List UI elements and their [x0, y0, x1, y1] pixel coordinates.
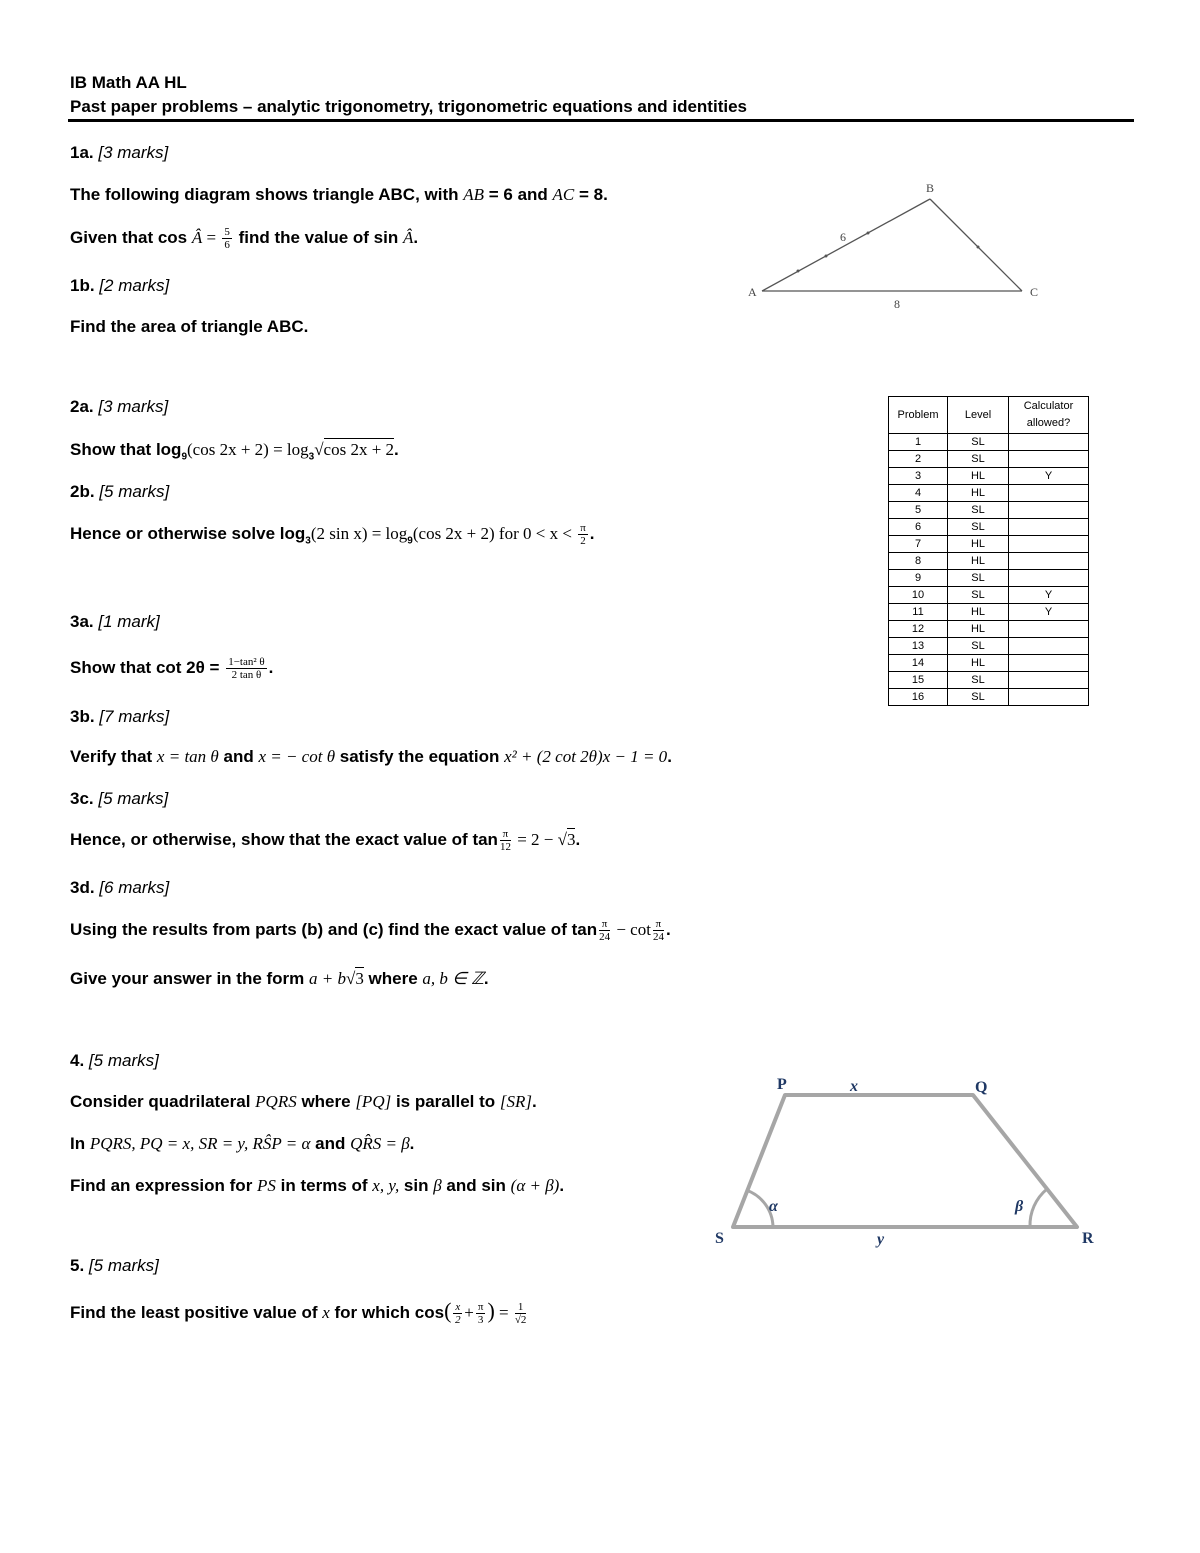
table-cell-calculator [1009, 485, 1089, 502]
problem-4-line3: Find an expression for PS in terms of x, y, sin β and sin (α + β). [70, 1176, 565, 1195]
side-ac-length: 8 [894, 297, 900, 311]
table-row [889, 672, 1089, 689]
table-cell-level: SL [948, 519, 1009, 536]
table-cell-problem: 11 [889, 604, 948, 621]
table-cell-problem: 14 [889, 655, 948, 672]
table-cell-level: SL [948, 570, 1009, 587]
table-row [889, 434, 1089, 451]
problem-5-text: Find the least positive value of x for which cos( $\frac{x}{2}$ + $\frac{\pi}{3}$ ) = $\frac{1}{√2}$ [70, 1298, 527, 1327]
table-cell-calculator [1009, 672, 1089, 689]
table-cell-calculator [1009, 655, 1089, 672]
table-row [889, 621, 1089, 638]
table-cell-level: HL [948, 468, 1009, 485]
header-rule [68, 119, 1134, 122]
table-cell-problem: 16 [889, 689, 948, 706]
problem-level-table [888, 396, 1089, 706]
problem-2a-text: Show that $\log_9(\cos$ $2x + 2) = \log_3√\cos$ 2x + 2. [70, 440, 399, 463]
table-cell-calculator [1009, 536, 1089, 553]
trapezoid-pqrs [733, 1095, 1077, 1227]
angle-beta-arc [1030, 1189, 1047, 1227]
table-cell-calculator: Y [1009, 604, 1089, 621]
table-cell-level: HL [948, 621, 1009, 638]
table-cell-level: HL [948, 485, 1009, 502]
table-cell-calculator [1009, 553, 1089, 570]
table-cell-level: HL [948, 604, 1009, 621]
angle-beta-label: β [1015, 1198, 1024, 1215]
side-pq-label: x [850, 1078, 858, 1095]
problem-3a-label: 3a. [1 mark] [70, 612, 160, 631]
table-cell-level: HL [948, 536, 1009, 553]
table-cell-level: SL [948, 587, 1009, 604]
side-sr-label: y [877, 1231, 885, 1248]
table-header-calculator: Calculator allowed? [1009, 397, 1089, 434]
problem-3b-text: Verify that x = tan θ and x = − cot θ satisfy the equation x² + (2 cot 2θ)x − 1 = 0. [70, 747, 672, 766]
vertex-a-label: A [748, 285, 757, 299]
table-row [889, 655, 1089, 672]
problem-4-line2: In PQRS, PQ = x, SR = y, RŜP = α and QR̂S = β. [70, 1134, 415, 1153]
table-row [889, 587, 1089, 604]
vertex-b-label: B [926, 181, 935, 195]
table-row [889, 451, 1089, 468]
table-cell-level: SL [948, 434, 1009, 451]
table-row [889, 485, 1089, 502]
table-row [889, 553, 1089, 570]
problem-3a-text: Show that cot 2θ = $\frac{\text{1−tan² θ}}{\text{2 tan θ}}$ . [70, 656, 274, 681]
table-cell-level: SL [948, 672, 1009, 689]
side-ab-length: 6 [840, 230, 846, 244]
vertex-q-label: Q [975, 1079, 988, 1096]
table-cell-calculator [1009, 570, 1089, 587]
table-cell-problem: 4 [889, 485, 948, 502]
problem-1a-line1: The following diagram shows triangle ABC, with AB = 6 and AC = 8. [70, 185, 608, 204]
table-cell-level: SL [948, 451, 1009, 468]
vertex-r-label: R [1082, 1230, 1094, 1247]
table-header-row [889, 397, 1089, 434]
table-cell-calculator [1009, 621, 1089, 638]
triangle-side-bc [930, 199, 1022, 291]
vertex-c-label: C [1030, 285, 1039, 299]
table-cell-level: SL [948, 502, 1009, 519]
table-cell-problem: 1 [889, 434, 948, 451]
problem-2b-text: Hence or otherwise solve $\log_3(2$ $\sin x) = \log_9(\cos$ 2x + 2) for 0 < x < $\frac{\pi}{2}$ . [70, 522, 595, 547]
table-cell-calculator [1009, 519, 1089, 536]
problem-5-label: 5. [5 marks] [70, 1256, 159, 1275]
table-cell-calculator [1009, 638, 1089, 655]
table-cell-level: HL [948, 655, 1009, 672]
problem-3c-text: Hence, or otherwise, show that the exact value of tan $\frac{\pi}{12}$ = 2 − √3. [70, 828, 581, 853]
problem-3b-label: 3b. [7 marks] [70, 707, 170, 726]
problem-1a-line2: Given that cos Â = $\frac{5}{6}$ find the value of sin Â. [70, 226, 419, 251]
problem-3d-label: 3d. [6 marks] [70, 878, 170, 897]
table-row [889, 536, 1089, 553]
table-cell-problem: 7 [889, 536, 948, 553]
table-header-level: Level [948, 397, 1009, 434]
table-row [889, 570, 1089, 587]
table-cell-problem: 15 [889, 672, 948, 689]
table-row [889, 502, 1089, 519]
table-cell-calculator [1009, 434, 1089, 451]
vertex-p-label: P [777, 1076, 787, 1093]
problem-1a-label: 1a. [3 marks] [70, 143, 169, 162]
problem-4-label: 4. [5 marks] [70, 1051, 159, 1070]
trapezoid-diagram [705, 1070, 1105, 1255]
triangle-diagram [740, 175, 1050, 315]
table-cell-level: SL [948, 638, 1009, 655]
table-row [889, 519, 1089, 536]
table-cell-calculator: Y [1009, 587, 1089, 604]
table-cell-calculator [1009, 689, 1089, 706]
table-cell-problem: 6 [889, 519, 948, 536]
table-cell-level: HL [948, 553, 1009, 570]
table-cell-level: SL [948, 689, 1009, 706]
problem-3d-line2: Give your answer in the form a + b√3 where a, b ∈ ℤ. [70, 969, 489, 988]
problem-3c-label: 3c. [5 marks] [70, 789, 169, 808]
table-row [889, 604, 1089, 621]
triangle-side-ab [762, 199, 930, 291]
problem-1b-text: Find the area of triangle ABC. [70, 317, 309, 336]
table-cell-problem: 13 [889, 638, 948, 655]
table-cell-calculator [1009, 502, 1089, 519]
table-cell-problem: 10 [889, 587, 948, 604]
doc-subtitle: Past paper problems – analytic trigonometry, trigonometric equations and identities [70, 97, 747, 116]
doc-course-title: IB Math AA HL [70, 73, 187, 92]
problem-2b-label: 2b. [5 marks] [70, 482, 170, 501]
table-cell-problem: 9 [889, 570, 948, 587]
table-row [889, 638, 1089, 655]
table-cell-problem: 12 [889, 621, 948, 638]
table-row [889, 689, 1089, 706]
table-cell-calculator: Y [1009, 468, 1089, 485]
vertex-s-label: S [715, 1230, 724, 1247]
table-row [889, 468, 1089, 485]
problem-1b-label: 1b. [2 marks] [70, 276, 170, 295]
table-header-problem: Problem [889, 397, 948, 434]
problem-2a-label: 2a. [3 marks] [70, 397, 169, 416]
table-cell-problem: 5 [889, 502, 948, 519]
table-cell-problem: 8 [889, 553, 948, 570]
problem-4-line1: Consider quadrilateral PQRS where [PQ] is parallel to [SR]. [70, 1092, 537, 1111]
table-cell-problem: 2 [889, 451, 948, 468]
angle-alpha-label: α [769, 1198, 778, 1215]
problem-3d-line1: Using the results from parts (b) and (c) find the exact value of tan $\frac{\pi}{24}$ − cot $\frac{\pi}{24}$ . [70, 918, 671, 943]
table-cell-problem: 3 [889, 468, 948, 485]
table-cell-calculator [1009, 451, 1089, 468]
